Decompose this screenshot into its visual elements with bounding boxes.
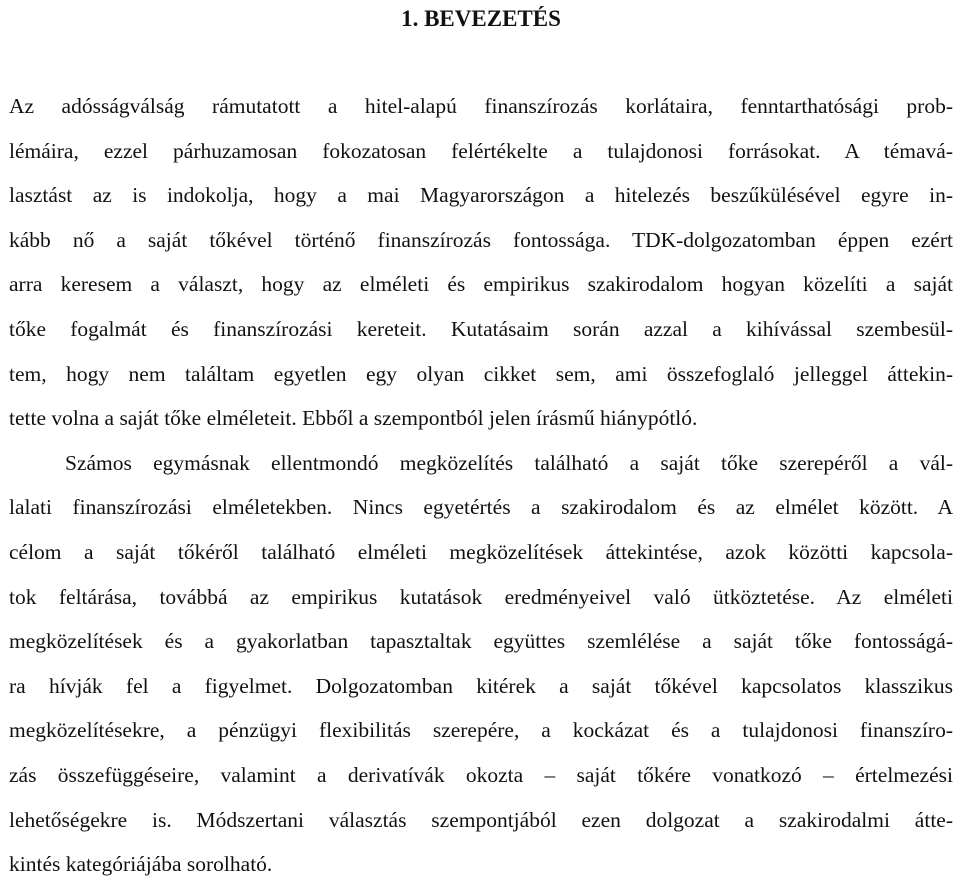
paragraph-line: lehetőségekre is. Módszertani választás szempontjából ezen dolgozat a szakirodalmi átte- — [9, 807, 953, 832]
document-page — [9, 0, 953, 887]
paragraph-line: tette volna a saját tőke elméleteit. Ebből a szempontból jelen írásmű hiánypótló. — [9, 406, 698, 431]
paragraph-line: tok feltárása, továbbá az empirikus kutatások eredményeivel való ütköztetése. Az elméleti — [9, 584, 953, 609]
paragraph-line: zás összefüggéseire, valamint a derivatívák okozta – saját tőkére vonatkozó – értelmezési — [9, 762, 953, 787]
paragraph-line: Számos egymásnak ellentmondó megközelítés található a saját tőke szerepéről a vál- — [65, 450, 953, 475]
paragraph-line: megközelítések és a gyakorlatban tapasztaltak együttes szemlélése a saját tőke fontosságá- — [9, 629, 953, 654]
paragraph-line: tőke fogalmát és finanszírozási kereteit. Kutatásaim során azzal a kihívással szembesül- — [9, 316, 953, 341]
paragraph-line: lémáira, ezzel párhuzamosan fokozatosan felértékelte a tulajdonosi forrásokat. A témavá- — [9, 138, 953, 163]
paragraph-line: célom a saját tőkéről található elméleti megközelítések áttekintése, azok közötti kapcsola- — [9, 539, 953, 564]
paragraph-line: ra hívják fel a figyelmet. Dolgozatomban kitérek a saját tőkével kapcsolatos klasszikus — [9, 673, 953, 698]
paragraph-line: tem, hogy nem találtam egyetlen egy olyan cikket sem, ami összefoglaló jelleggel áttekin- — [9, 361, 953, 386]
section-heading: 1. BEVEZETÉS — [401, 6, 561, 31]
paragraph-line: lalati finanszírozási elméletekben. Nincs egyetértés a szakirodalom és az elmélet között. A — [9, 495, 953, 520]
paragraph-line: arra keresem a választ, hogy az elméleti és empirikus szakirodalom hogyan közelíti a saját — [9, 272, 953, 297]
paragraph-line: kább nő a saját tőkével történő finanszírozás fontossága. TDK-dolgozatomban éppen ezért — [9, 227, 953, 252]
paragraph-line: lasztást az is indokolja, hogy a mai Magyarországon a hitelezés beszűkülésével egyre in- — [9, 183, 953, 208]
paragraph-line: Az adósságválság rámutatott a hitel-alapú finanszírozás korlátaira, fenntarthatósági prob- — [9, 94, 953, 118]
paragraph-line: kintés kategóriájába sorolható. — [9, 852, 273, 877]
paragraph-line: megközelítésekre, a pénzügyi flexibilitás szerepére, a kockázat és a tulajdonosi finanszíro- — [9, 718, 953, 743]
paragraph-1 — [9, 84, 953, 441]
paragraph-2 — [9, 441, 953, 887]
